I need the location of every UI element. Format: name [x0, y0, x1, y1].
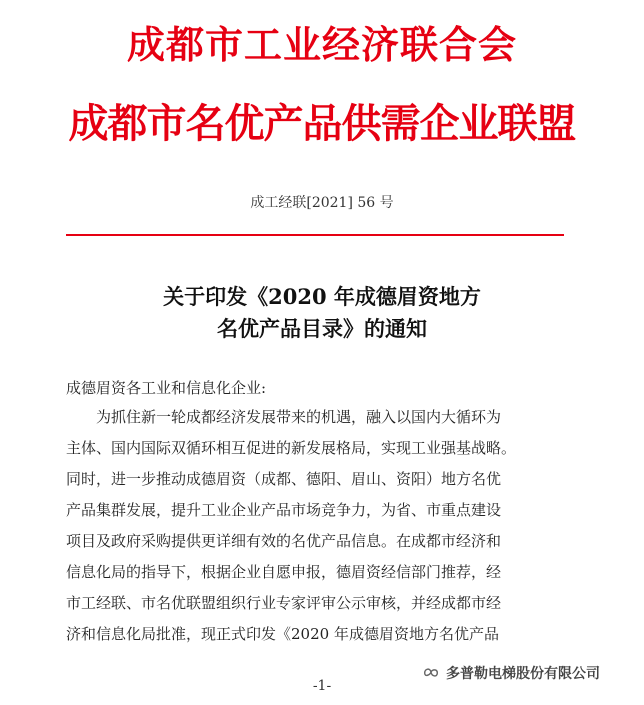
body-paragraph-line: 产品集群发展，提升工业企业产品市场竞争力，为省、市重点建设: [66, 501, 502, 519]
body-paragraph-line: 项目及政府采购提供更详细有效的名优产品信息。在成都市经济和: [66, 532, 502, 550]
page-number: -1-: [312, 678, 332, 694]
body-paragraph-line: 为抓住新一轮成都经济发展带来的机遇，融入以国内大循环为: [96, 408, 502, 426]
body-paragraph-line: 信息化局的指导下，根据企业自愿申报，德眉资经信部门推荐，经: [66, 563, 502, 581]
organization-name-2: 成都市名优产品供需企业联盟: [68, 101, 576, 147]
notice-title-line-2: 名优产品目录》的通知: [217, 316, 427, 341]
watermark-text: 多普勒电梯股份有限公司: [446, 666, 600, 682]
body-paragraph-line: 市工经联、市名优联盟组织行业专家评审公示审核，并经成都市经: [66, 594, 502, 612]
body-paragraph-line: 同时，进一步推动成德眉资（成都、德阳、眉山、资阳）地方名优: [66, 470, 502, 488]
red-divider: [66, 234, 564, 236]
body-paragraph-line: 主体、国内国际双循环相互促进的新发展格局，实现工业强基战略。: [66, 439, 517, 457]
body-paragraph-line: 济和信息化局批准，现正式印发《2020 年成德眉资地方名优产品: [66, 625, 499, 643]
notice-title-line-1: 关于印发《2020 年成德眉资地方: [163, 284, 481, 309]
organization-name-1: 成都市工业经济联合会: [126, 23, 517, 67]
document-number: 成工经联[2021] 56 号: [250, 195, 394, 211]
salutation: 成德眉资各工业和信息化企业:: [66, 379, 267, 397]
